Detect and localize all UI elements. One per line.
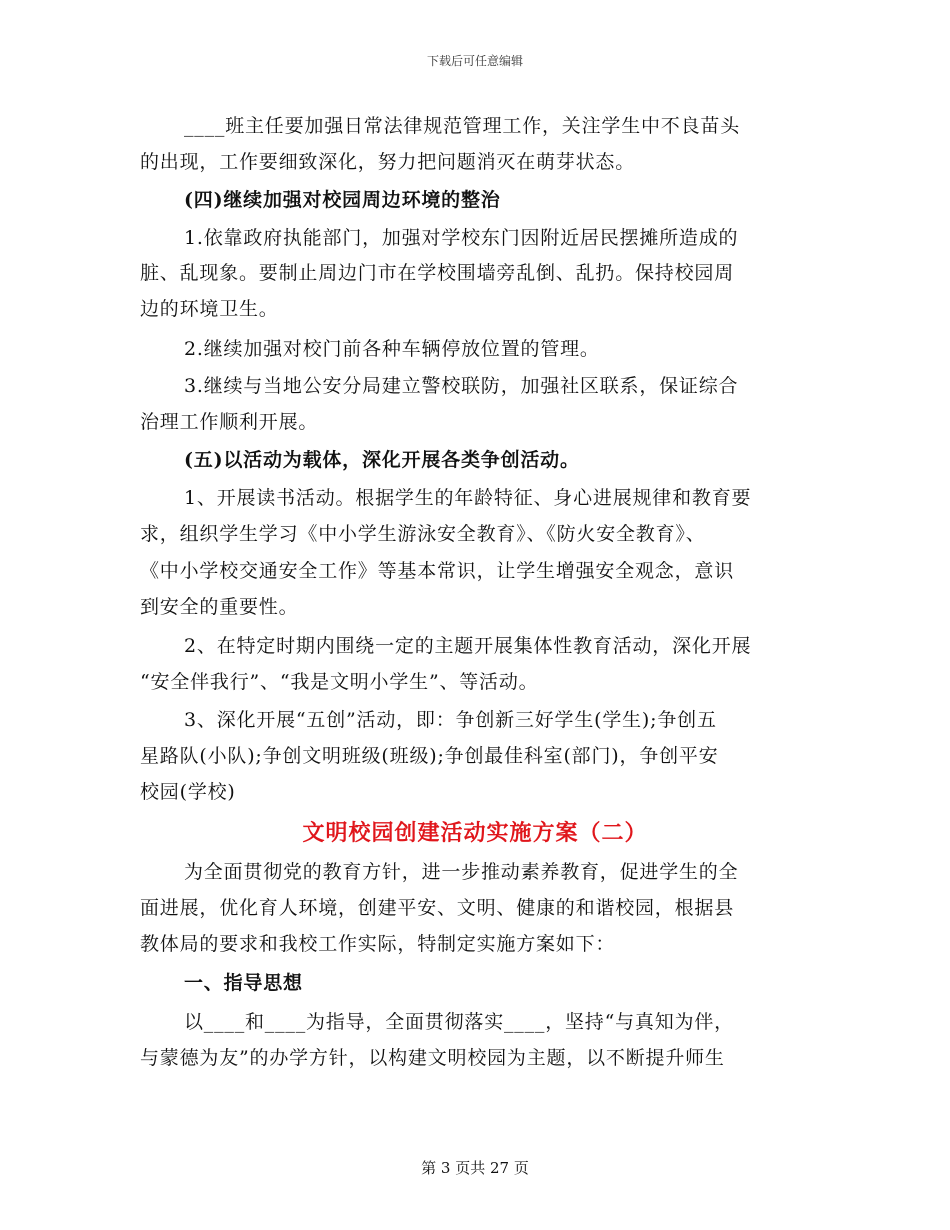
text-line: 校园(学校) [140, 781, 236, 803]
text-line: 的出现，工作要细致深化，努力把问题消灭在萌芽状态。 [140, 151, 636, 173]
text-line: 1、开展读书活动。根据学生的年龄特征、身心进展规律和教育要 [184, 487, 752, 509]
text-line: 边的环境卫生。 [140, 298, 279, 320]
text-line: 到安全的重要性。 [140, 596, 299, 618]
text-line: 面进展，优化育人环境，创建平安、文明、健康的和谐校园，根据县 [140, 897, 735, 919]
page-footer: 第 3 页共 27 页 [421, 1159, 529, 1177]
text-line: 3.继续与当地公安分局建立警校联防，加强社区联系，保证综合 [184, 375, 739, 397]
subheading: (四)继续加强对校园周边环境的整治 [184, 189, 501, 211]
subheading: (五)以活动为载体，深化开展各类争创活动。 [184, 449, 580, 471]
text-line: 3、深化开展“五创”活动，即：争创新三好学生(学生);争创五 [184, 709, 717, 731]
text-line: 星路队(小队);争创文明班级(班级);争创最佳科室(部门)，争创平安 [140, 745, 719, 767]
text-line: 与蒙德为友”的办学方针，以构建文明校园为主题，以不断提升师生 [140, 1047, 725, 1069]
text-line: 2.继续加强对校门前各种车辆停放位置的管理。 [184, 338, 600, 360]
text-line: 教体局的要求和我校工作实际，特制定实施方案如下： [140, 933, 616, 955]
subheading: 一、指导思想 [184, 972, 303, 994]
section-title: 文明校园创建活动实施方案（二） [302, 820, 648, 846]
text-line: 求，组织学生学习《中小学生游泳安全教育》、《防火安全教育》、 [140, 523, 706, 545]
text-line: ____班主任要加强日常法律规范管理工作，关注学生中不良苗头 [184, 115, 741, 137]
text-line: 治理工作顺利开展。 [140, 411, 319, 433]
text-line: 以____和____为指导，全面贯彻落实____，坚持“与真知为伴， [184, 1011, 734, 1033]
text-line: 为全面贯彻党的教育方针，进一步推动素养教育，促进学生的全 [184, 861, 739, 883]
text-line: 脏、乱现象。要制止周边门市在学校围墙旁乱倒、乱扔。保持校园周 [140, 262, 735, 284]
text-line: 《中小学校交通安全工作》等基本常识，让学生增强安全观念，意识 [140, 560, 735, 582]
page-header: 下载后可任意编辑 [426, 54, 523, 68]
text-line: 1.依靠政府执能部门，加强对学校东门因附近居民摆摊所造成的 [184, 227, 739, 249]
text-line: “安全伴我行”、“我是文明小学生”、等活动。 [140, 671, 539, 693]
text-line: 2、在特定时期内围绕一定的主题开展集体性教育活动，深化开展 [184, 635, 752, 657]
